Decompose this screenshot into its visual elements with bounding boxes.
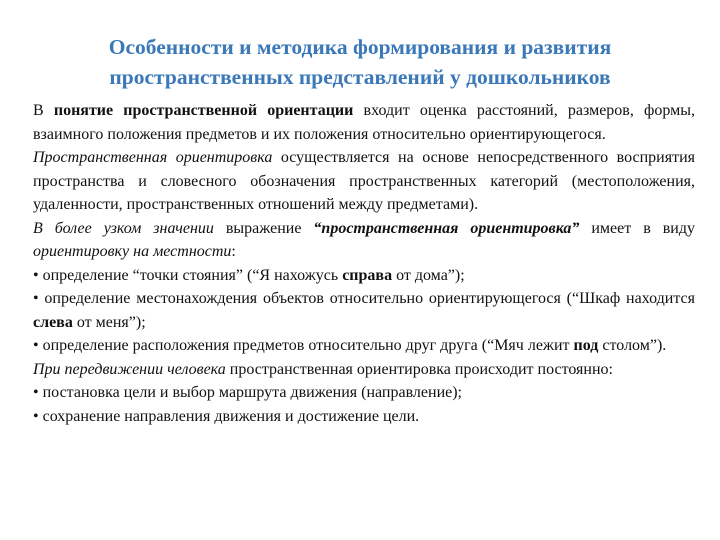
title-line-2: пространственных представлений у дошкольников — [109, 65, 611, 89]
paragraph-narrow-meaning — [33, 217, 695, 264]
bullet-standing-point — [33, 264, 695, 288]
paragraph-movement — [33, 358, 695, 382]
bold-word: слева — [33, 313, 73, 331]
text: имеет в виду — [579, 219, 695, 237]
text: пространственная ориентировка происходит постоянно: — [225, 360, 613, 378]
text: от дома”); — [392, 266, 465, 284]
text: : — [231, 243, 236, 260]
bullet-goal-route: • постановка цели и выбор маршрута движения (направление); — [33, 384, 462, 401]
text: • определение “точки стояния” (“Я нахожусь — [33, 266, 343, 284]
title-line-1: Особенности и методика формирования и развития — [108, 35, 612, 59]
paragraph-spatial-orientation-concept — [33, 99, 695, 146]
bullet-keep-direction: • сохранение направления движения и достижение цели. — [33, 407, 420, 425]
slide-title — [30, 32, 690, 92]
bullet-objects-relative — [33, 334, 695, 358]
slide-body — [33, 99, 695, 428]
text: от меня”); — [72, 313, 146, 331]
italic-term: При передвижении человека — [33, 360, 226, 378]
text: • определение местонахождения объектов относительно ориентирующегося (“Шкаф находится — [33, 290, 695, 307]
text: В — [33, 102, 54, 119]
bullet-object-location — [33, 287, 695, 334]
text: осуществляется на основе непосредственного восприятия пространства и словесного обозначения пространственных категорий (местоположения, удаленности, пространственных отношений между предметами). — [33, 149, 695, 213]
bold-term: понятие пространственной ориентации — [53, 102, 354, 119]
bold-word: под — [573, 337, 599, 354]
text: выражение — [213, 219, 314, 237]
italic-term: ориентировку на местности — [33, 243, 232, 260]
italic-term: В более узком значении — [33, 219, 214, 237]
paragraph-spatial-orientation-basis — [33, 146, 695, 217]
bold-word: справа — [342, 266, 393, 284]
text: • определение расположения предметов относительно друг друга (“Мяч лежит — [33, 337, 574, 354]
italic-term: Пространственная ориентировка — [33, 149, 273, 166]
bold-italic-term: “пространственная ориентировка” — [313, 219, 580, 237]
text: входит оценка расстояний, размеров, формы, взаимного положения предметов и их положения относительно ориентирующегося. — [33, 102, 696, 143]
text: столом”). — [598, 337, 667, 354]
